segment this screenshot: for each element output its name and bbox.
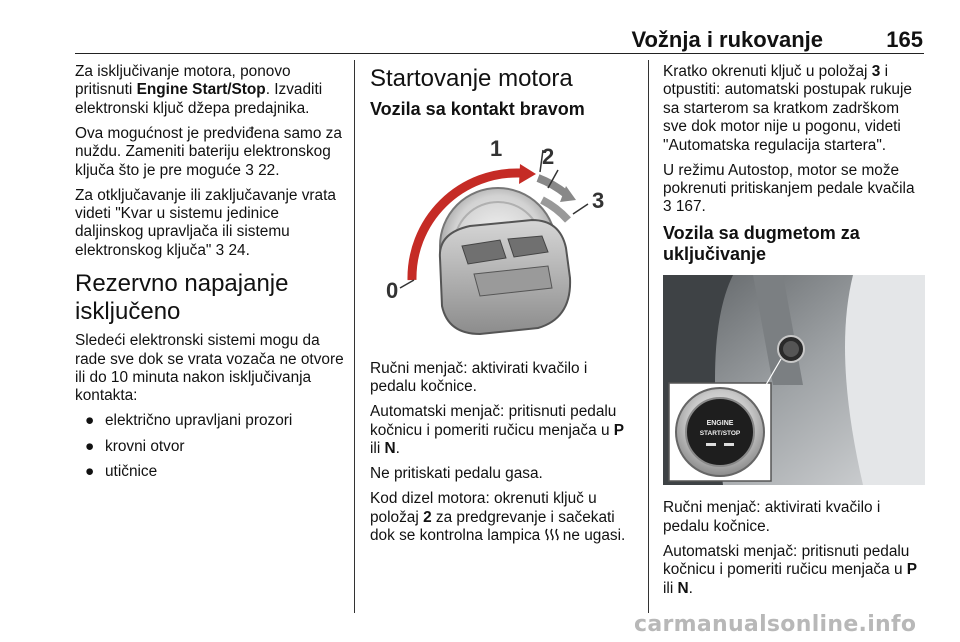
subheading-ignition-lock: Vozila sa kontakt bravom <box>370 99 585 119</box>
ignition-key-figure <box>370 128 635 346</box>
gear-n: N <box>677 579 689 597</box>
paragraph-autostop: U režimu Autostop, motor se može pokrenuti pritiskanjem pedale kvačila 3 167. <box>663 161 915 216</box>
paragraph-automatic-transmission-2: Automatski menjač: pritisnuti pedalu kočnicu i pomeriti ručicu menjača u P ili N. <box>663 542 918 597</box>
key-position-label-2: 2 <box>542 144 555 169</box>
page-ref-link[interactable]: 24. <box>224 241 250 259</box>
paragraph-manual-transmission-2: Ručni menjač: aktivirati kvačilo i pedalu kočnice. <box>663 499 881 535</box>
column-divider-1 <box>354 60 355 613</box>
column-2 <box>370 63 635 552</box>
dashboard-panel <box>845 275 925 485</box>
paragraph-automatic-transmission: Automatski menjač: pritisnuti pedalu kočnicu i pomeriti ručicu menjača u P ili N. <box>370 403 625 458</box>
button-label-start-stop: START/STOP <box>699 430 741 438</box>
bullet-icon: ● <box>85 463 95 481</box>
page-ref-icon: 3 <box>245 161 254 179</box>
bullet-icon: ● <box>85 412 95 430</box>
subheading-start-button: Vozila sa dugmetom za uključivanje <box>663 223 860 265</box>
running-header-title: Vožnja i rukovanje <box>631 27 823 52</box>
section-heading-retained-power: Rezervno napajanje isključeno <box>75 270 289 326</box>
paragraph-unlock-lock: Za otključavanje ili zaključavanje vrata videti "Kvar u sistemu jedinice daljinskog upravljača ili sistemu elektronskog ključa" 3 24. <box>75 186 336 259</box>
arc-arrow-head <box>519 164 536 184</box>
paragraph-emergency-battery: Ova mogućnost je predviđena samo za nuždu. Zameniti bateriju elektronskog ključa što je pre moguće 3 22. <box>75 124 342 179</box>
bullet-icon: ● <box>85 437 95 455</box>
preheat-coil-icon <box>545 528 559 541</box>
gear-p: P <box>613 421 625 439</box>
start-button-photo <box>663 275 925 485</box>
button-label-engine: ENGINE <box>706 420 734 428</box>
key-position-3: 3 <box>871 63 881 80</box>
paragraph-crank-key: Kratko okrenuti ključ u položaj 3 i otpustiti: automatski postupak rukuje sa starterom sa kratkom zadrškom sve dok motor nije u pogonu, videti "Automatska regulacija startera". <box>663 63 912 154</box>
column-divider-2 <box>648 60 649 613</box>
column-1 <box>75 63 347 489</box>
ignition-key-illustration <box>370 128 635 346</box>
key-position-label-1: 1 <box>490 136 503 161</box>
key-position-2: 2 <box>423 508 432 526</box>
watermark: carmanualsonline.info <box>634 612 917 637</box>
list-item: ● utičnice <box>85 463 158 481</box>
page-ref-link[interactable]: 167. <box>671 198 706 216</box>
paragraph-engine-off: Za isključivanje motora, ponovo pritisnuti Engine Start/Stop. Izvaditi elektronski ključ džepa predajnika. <box>75 63 323 117</box>
page-ref-icon: 3 <box>663 198 672 216</box>
key-position-label-0: 0 <box>386 278 399 303</box>
list-item: ● krovni otvor <box>85 437 185 455</box>
section-heading-starting-engine: Startovanje motora <box>370 65 573 92</box>
paragraph-retained-power: Sledeći elektronski sistemi mogu da rade sve dok se vrata vozača ne otvore ili do 10 minuta nakon isključivanja kontakta: <box>75 332 344 405</box>
page-ref-icon: 3 <box>215 241 225 259</box>
paragraph-manual-transmission: Ručni menjač: aktivirati kvačilo i pedalu kočnice. <box>370 360 588 396</box>
list-item: ● električno upravljani prozori <box>85 412 293 430</box>
start-button-figure <box>663 275 925 485</box>
key-position-label-3: 3 <box>592 188 605 213</box>
page-number: 165 <box>886 27 923 52</box>
paragraph-diesel-preheat: Kod dizel motora: okrenuti ključ u položaj 2 za predgrevanje i sačekati dok se kontrolna lampica ne ugasi. <box>370 490 626 545</box>
gear-p: P <box>906 561 918 579</box>
header-rule <box>75 53 924 54</box>
paragraph-no-accelerator: Ne pritiskati pedalu gasa. <box>370 465 543 483</box>
page-ref-link[interactable]: 22. <box>253 161 280 179</box>
gear-n: N <box>384 440 396 458</box>
column-3 <box>663 63 927 605</box>
engine-start-stop-term: Engine Start/Stop <box>136 81 266 99</box>
bullet-list <box>75 412 347 481</box>
